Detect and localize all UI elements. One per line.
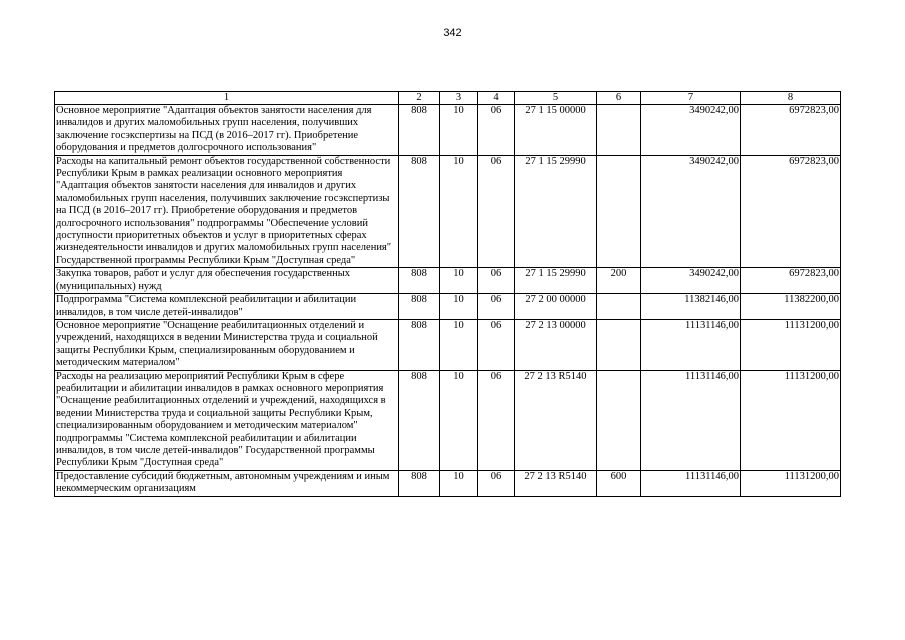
row-expense-type (597, 105, 641, 156)
row-name: Расходы на капитальный ремонт объектов государственной собственности Республики Крым в рамках реализации основного мероприятия "Адаптация объектов занятости населения для инвалидов и других маломобильных групп населения, получивших заключение госэкспертизы на ПСД (в 2016–2017 гг). Приобретение оборудования и предметов долгосрочного использования" подпрограммы "Обеспечение условий доступности приоритетных объектов и услуг в приоритетных сферах жизнедеятельности инвалидов и других маломобильных групп населения" Государственной программы Республики Крым "Доступная среда" (55, 155, 399, 268)
row-expense-type (597, 294, 641, 320)
table-row (55, 370, 841, 470)
row-name: Расходы на реализацию мероприятий Республики Крым в сфере реабилитации и абилитации инвалидов в рамках основного мероприятия "Оснащение реабилитационных отделений и учреждений, находящихся в ведении Министерства труда и социальной защиты Республики Крым, специализированным оборудованием и методическим материалом" подпрограммы "Система комплексной реабилитации и абилитации инвалидов, в том числе детей-инвалидов" Государственной программы Республики Крым "Доступная среда" (55, 370, 399, 470)
column-header: 7 (641, 92, 741, 105)
row-ministry-code: 808 (399, 294, 440, 320)
row-target-code: 27 1 15 29990 (515, 155, 597, 268)
row-subsection-code: 06 (478, 319, 515, 370)
row-ministry-code: 808 (399, 370, 440, 470)
row-amount-col8: 11382200,00 (741, 294, 841, 320)
row-name: Основное мероприятие "Адаптация объектов занятости населения для инвалидов и других маломобильных групп населения, получивших заключение госэкспертизы на ПСД (в 2016–2017 гг). Приобретение оборудования и предметов долгосрочного использования" (55, 105, 399, 156)
column-header: 5 (515, 92, 597, 105)
row-amount-col7: 3490242,00 (641, 268, 741, 294)
row-amount-col8: 6972823,00 (741, 268, 841, 294)
column-header: 2 (399, 92, 440, 105)
row-subsection-code: 06 (478, 268, 515, 294)
row-section-code: 10 (440, 319, 478, 370)
row-subsection-code: 06 (478, 294, 515, 320)
row-amount-col8: 6972823,00 (741, 105, 841, 156)
table-row (55, 105, 841, 156)
row-section-code: 10 (440, 155, 478, 268)
row-target-code: 27 2 00 00000 (515, 294, 597, 320)
column-header: 3 (440, 92, 478, 105)
row-amount-col8: 11131200,00 (741, 319, 841, 370)
row-ministry-code: 808 (399, 155, 440, 268)
row-expense-type: 200 (597, 268, 641, 294)
row-amount-col7: 11131146,00 (641, 370, 741, 470)
budget-table (54, 91, 841, 497)
row-amount-col7: 11382146,00 (641, 294, 741, 320)
row-section-code: 10 (440, 268, 478, 294)
row-expense-type (597, 370, 641, 470)
row-amount-col7: 3490242,00 (641, 105, 741, 156)
row-subsection-code: 06 (478, 155, 515, 268)
table-row (55, 155, 841, 268)
row-amount-col7: 11131146,00 (641, 470, 741, 496)
row-expense-type (597, 319, 641, 370)
row-target-code: 27 2 13 R5140 (515, 470, 597, 496)
row-section-code: 10 (440, 105, 478, 156)
row-expense-type: 600 (597, 470, 641, 496)
row-target-code: 27 1 15 00000 (515, 105, 597, 156)
row-ministry-code: 808 (399, 319, 440, 370)
row-ministry-code: 808 (399, 268, 440, 294)
row-amount-col8: 11131200,00 (741, 370, 841, 470)
page-number: 342 (443, 27, 462, 39)
row-ministry-code: 808 (399, 470, 440, 496)
row-amount-col8: 6972823,00 (741, 155, 841, 268)
row-section-code: 10 (440, 370, 478, 470)
row-section-code: 10 (440, 470, 478, 496)
column-header: 1 (55, 92, 399, 105)
table-header-row (55, 92, 841, 105)
row-expense-type (597, 155, 641, 268)
row-target-code: 27 2 13 00000 (515, 319, 597, 370)
column-header: 8 (741, 92, 841, 105)
row-target-code: 27 1 15 29990 (515, 268, 597, 294)
row-ministry-code: 808 (399, 105, 440, 156)
table-row (55, 470, 841, 496)
row-amount-col7: 3490242,00 (641, 155, 741, 268)
row-name: Подпрограмма "Система комплексной реабилитации и абилитации инвалидов, в том числе детей-инвалидов" (55, 294, 399, 320)
row-target-code: 27 2 13 R5140 (515, 370, 597, 470)
row-subsection-code: 06 (478, 370, 515, 470)
row-section-code: 10 (440, 294, 478, 320)
row-subsection-code: 06 (478, 105, 515, 156)
column-header: 4 (478, 92, 515, 105)
row-name: Предоставление субсидий бюджетным, автономным учреждениям и иным некоммерческим организациям (55, 470, 399, 496)
column-header: 6 (597, 92, 641, 105)
table-row (55, 268, 841, 294)
row-subsection-code: 06 (478, 470, 515, 496)
table-row (55, 294, 841, 320)
row-name: Основное мероприятие "Оснащение реабилитационных отделений и учреждений, находящихся в ведении Министерства труда и социальной защиты Республики Крым, специализированным оборудованием и методическим материалом" (55, 319, 399, 370)
table-row (55, 319, 841, 370)
row-amount-col8: 11131200,00 (741, 470, 841, 496)
row-amount-col7: 11131146,00 (641, 319, 741, 370)
row-name: Закупка товаров, работ и услуг для обеспечения государственных (муниципальных) нужд (55, 268, 399, 294)
